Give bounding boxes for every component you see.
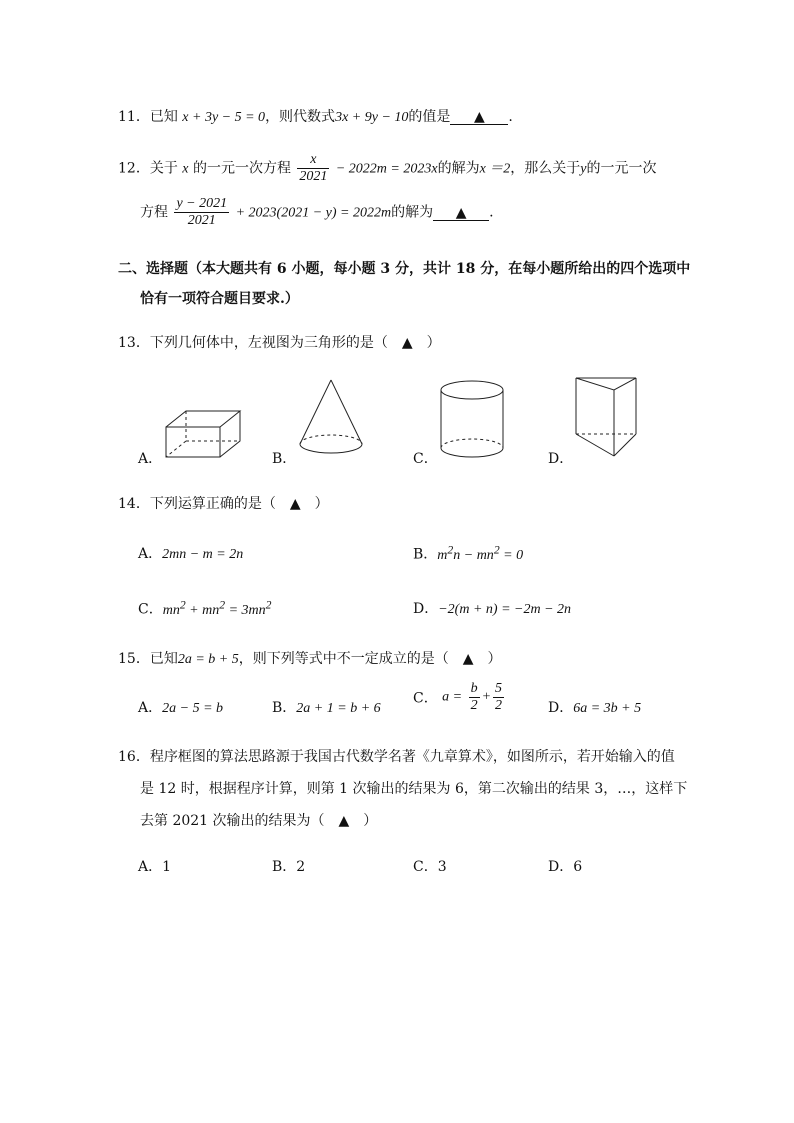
question-16-line-2: 是 12 时，根据程序计算，则第 1 次输出的结果为 6，第二次输出的结果 3，…，这样下	[140, 781, 688, 797]
q12-equation-1: − 2022m = 2023x	[335, 161, 438, 177]
term: +	[481, 689, 492, 705]
q13-option-c-label: C．	[413, 451, 438, 467]
cylinder-figure	[436, 378, 508, 462]
option-value: 6a = 3b + 5	[573, 701, 642, 716]
option-value: 2a − 5 = b	[162, 701, 224, 716]
option-label: B．	[272, 700, 297, 716]
option-value: 3	[437, 859, 447, 875]
option-label: A．	[138, 546, 163, 562]
q12-text: 的一元一次	[586, 160, 657, 177]
q12-fraction-2	[174, 196, 229, 229]
answer-blank: ▲	[450, 110, 508, 125]
q11-number: 11．	[118, 109, 150, 125]
exponent: 2	[493, 543, 500, 556]
q15-lead: 15．已知	[118, 651, 178, 667]
question-15	[118, 648, 502, 668]
term: = 0	[499, 547, 524, 563]
q15-option-b	[272, 697, 381, 717]
option-label: D．	[548, 859, 574, 875]
question-13: 13．下列几何体中，左视图为三角形的是（ ▲ ）	[118, 335, 441, 351]
q16-option-c	[413, 856, 447, 876]
q12-text: 的解为	[391, 204, 434, 221]
option-value: −2(m + n) = −2m − 2n	[438, 602, 572, 617]
term: mn	[162, 602, 180, 618]
answer-blank: ▲	[433, 206, 489, 221]
q11-lead: 已知	[149, 109, 178, 125]
q12-solution: x ＝2	[479, 161, 511, 177]
cuboid-figure	[160, 405, 244, 461]
q12-text: ，那么关于	[510, 160, 581, 177]
question-16-line-3: 去第 2021 次输出的结果为（ ▲ ）	[140, 813, 378, 829]
option-value: 6	[573, 859, 583, 875]
q12-var-y: y	[580, 161, 587, 177]
question-11	[118, 106, 513, 126]
question-16-line-1: 16．程序框图的算法思路源于我国古代数学名著《九章算术》，如图所示，若开始输入的值	[118, 749, 675, 765]
option-label: A．	[138, 700, 163, 716]
term: m	[437, 547, 448, 563]
triangular-prism-figure	[570, 374, 642, 464]
term: a =	[442, 689, 463, 705]
question-12-line-1	[118, 152, 657, 185]
option-label: C．	[413, 690, 438, 707]
q16-option-b	[272, 856, 305, 876]
frac-numerator: x	[297, 152, 329, 169]
q16-option-d	[548, 856, 582, 876]
q15-condition: 2a = b + 5	[177, 652, 239, 667]
q14-option-a	[138, 543, 243, 563]
q12-fraction-1	[297, 152, 329, 185]
cone-figure	[296, 378, 366, 460]
q12-text: 的解为	[437, 160, 480, 177]
q13-option-a-label: A．	[138, 451, 163, 467]
option-value: 2mn − m = 2n	[162, 547, 244, 562]
q16-option-a	[138, 856, 171, 876]
q11-end: .	[508, 109, 513, 125]
q12-equation-2: + 2023(2021 − y) = 2022m	[235, 205, 392, 221]
frac-denominator: 2021	[299, 169, 328, 184]
option-label: A．	[138, 859, 163, 875]
q14-option-c	[138, 598, 271, 619]
option-label: C．	[138, 601, 163, 618]
option-value: 2	[296, 859, 306, 875]
option-value: 1	[162, 859, 172, 875]
q14-option-d	[413, 598, 571, 618]
question-14: 14．下列运算正确的是（ ▲ ）	[118, 496, 329, 512]
frac-numerator: 5	[495, 681, 503, 696]
section-heading-cont: 恰有一项符合题目要求.）	[140, 291, 299, 307]
question-12-line-2	[140, 196, 494, 229]
q11-expression: 3x + 9y − 10	[335, 110, 409, 125]
q15-option-c	[413, 681, 506, 714]
q11-condition: x + 3y − 5 = 0	[182, 110, 266, 125]
exponent: 2	[179, 598, 186, 611]
option-label: C．	[413, 859, 438, 875]
q12-number: 12．	[118, 160, 150, 177]
fraction	[493, 681, 504, 714]
q12-var-x: x	[182, 161, 189, 177]
option-label: B．	[413, 546, 438, 563]
q15-option-a	[138, 697, 223, 717]
exponent: 2	[447, 543, 454, 556]
q15-tail: ，则下列等式中不一定成立的是（ ▲ ）	[238, 651, 502, 667]
q11-mid: ，则代数式	[265, 109, 336, 125]
frac-denominator: 2	[495, 698, 503, 713]
frac-denominator: 2	[470, 698, 478, 713]
q11-tail: 的值是	[408, 109, 451, 125]
section-heading: 二、选择题（本大题共有 6 小题，每小题 3 分，共计 18 分，在每小题所给出的四个选项中	[118, 261, 691, 277]
frac-numerator: b	[470, 681, 478, 696]
term: n − mn	[453, 547, 494, 563]
q12-text: 方程	[140, 204, 168, 221]
frac-denominator: 2021	[187, 213, 216, 228]
option-label: D．	[413, 601, 439, 617]
exponent: 2	[265, 598, 272, 611]
q12-end: .	[489, 204, 494, 221]
fraction	[469, 681, 480, 714]
frac-numerator: y − 2021	[176, 196, 228, 211]
exponent: 2	[219, 598, 226, 611]
q14-option-b	[413, 543, 523, 564]
term: + mn	[185, 602, 220, 618]
term: = 3mn	[225, 602, 266, 618]
option-label: D．	[548, 700, 574, 716]
q15-option-d	[548, 697, 641, 717]
option-value: 2a + 1 = b + 6	[296, 701, 381, 716]
q13-option-d-label: D．	[548, 451, 574, 467]
q13-option-b-label: B．	[272, 451, 297, 467]
q12-text: 关于	[149, 160, 178, 177]
q12-text: 的一元一次方程	[192, 160, 291, 177]
option-label: B．	[272, 859, 297, 875]
